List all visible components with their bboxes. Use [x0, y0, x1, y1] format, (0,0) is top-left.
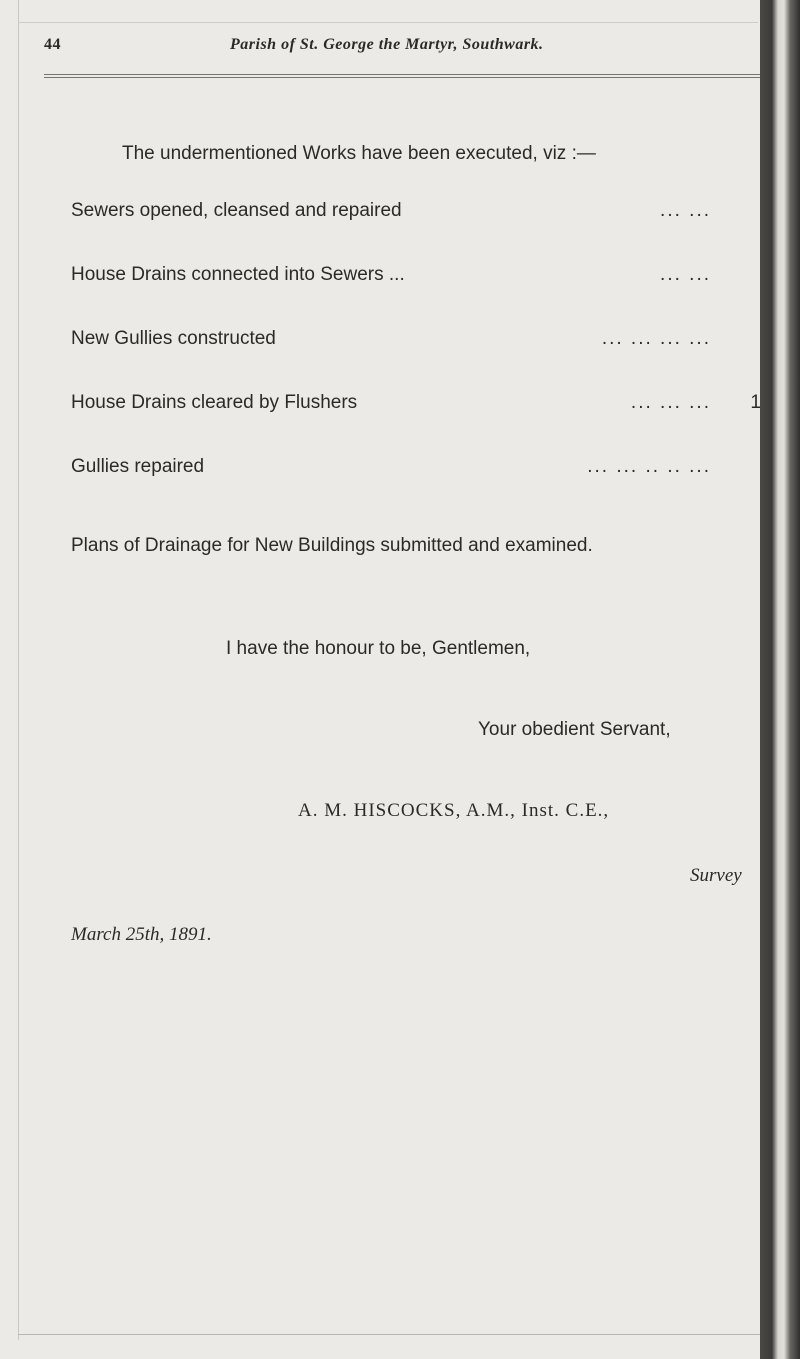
- intro-text: The undermentioned Works have been executed, viz :—: [122, 143, 596, 164]
- page-left-edge: [18, 0, 19, 1340]
- work-label: Sewers opened, cleansed and repaired: [71, 200, 402, 221]
- page-number: 44: [44, 36, 61, 53]
- page-header: [44, 36, 744, 66]
- valediction: Your obedient Servant,: [478, 719, 671, 740]
- work-row-new-gullies: [71, 328, 761, 392]
- work-label: Gullies repaired: [71, 456, 205, 477]
- work-value: 1: [750, 392, 761, 413]
- work-label: New Gullies constructed: [71, 328, 276, 349]
- plans-line: Plans of Drainage for New Buildings submitted and examined.: [71, 535, 593, 556]
- work-row-sewers: [71, 200, 761, 264]
- works-list: [71, 200, 761, 520]
- header-rule: [44, 74, 760, 78]
- work-leader-dots: ... ...: [660, 200, 711, 221]
- adjacent-page-edge: [760, 0, 800, 1359]
- page-bottom-edge: [18, 1334, 763, 1335]
- work-row-gullies-repaired: [71, 456, 761, 520]
- work-leader-dots: ... ... ...: [630, 392, 711, 413]
- work-label: House Drains connected into Sewers ...: [71, 264, 405, 285]
- work-row-flushers: [71, 392, 761, 456]
- work-row-house-drains: [71, 264, 761, 328]
- work-label: House Drains cleared by Flushers: [71, 392, 358, 413]
- work-leader-dots: ... ... ... ...: [601, 328, 711, 349]
- signature-role: Survey: [690, 865, 742, 886]
- page-top-edge: [18, 22, 758, 23]
- closing-salutation: I have the honour to be, Gentlemen,: [226, 638, 531, 659]
- signature-name: A. M. HISCOCKS, A.M., Inst. C.E.,: [298, 800, 610, 821]
- work-leader-dots: ... ...: [660, 264, 711, 285]
- running-title: Parish of St. George the Martyr, Southwark.: [230, 36, 544, 53]
- work-leader-dots: ... ... .. .. ...: [587, 456, 711, 477]
- letter-date: March 25th, 1891.: [71, 924, 212, 945]
